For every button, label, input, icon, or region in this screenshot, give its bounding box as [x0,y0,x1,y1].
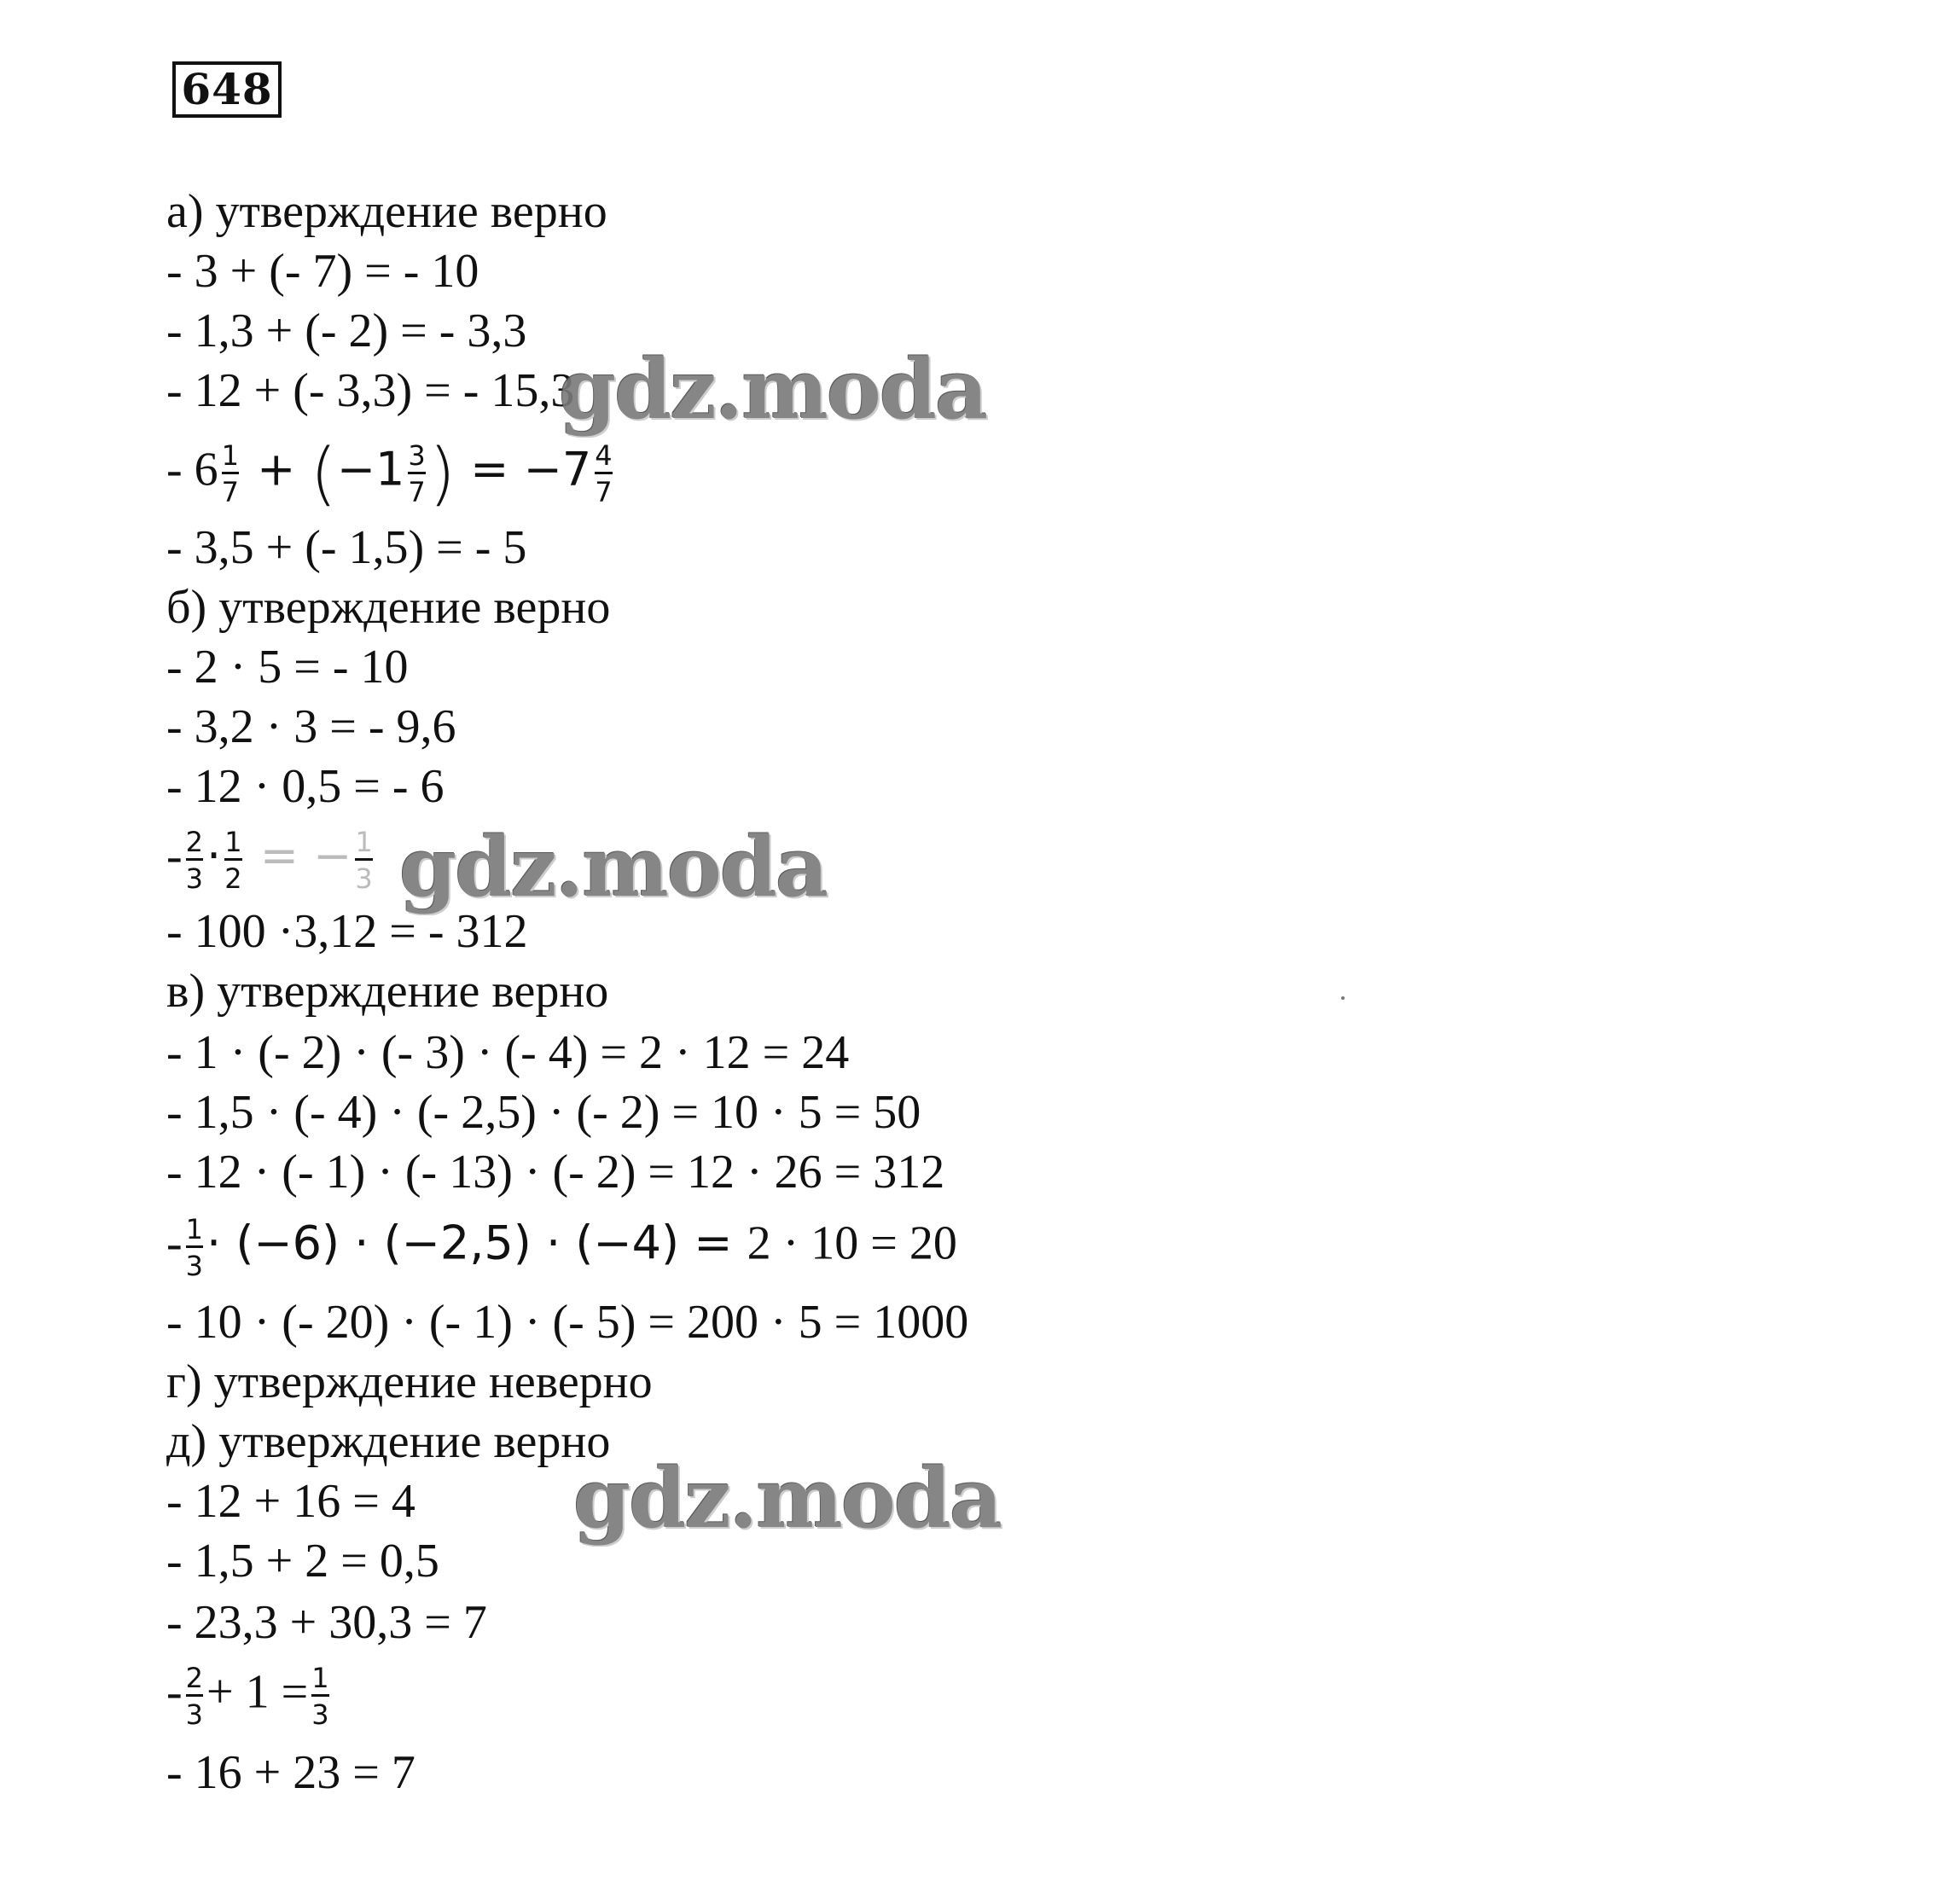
section-b-line-2: - 3,2 · 3 = - 9,6 [166,700,456,753]
section-a-heading: а) утверждение верно [166,185,607,238]
section-g-heading: г) утверждение неверно [166,1355,653,1408]
fraction: $\frac{1}{7}$ [221,439,240,508]
section-v-line-3: - 12 · (- 1) · (- 13) · (- 2) = 12 · 26 = 312 [166,1146,945,1199]
section-d-line-1: - 12 + 16 = 4 [166,1475,415,1528]
fraction: $\frac{2}{3}$ [185,1662,204,1731]
section-b-line-1: - 2 · 5 = - 10 [166,641,409,694]
watermark: gdz.moda [559,341,987,438]
section-v-line-2: - 1,5 · (- 4) · (- 2,5) · (- 2) = 10 · 5 = 50 [166,1086,921,1139]
section-a-line-2: - 1,3 + (- 2) = - 3,3 [166,305,527,357]
fraction: $\frac{2}{3}$ [185,826,204,895]
section-b-heading: б) утверждение верно [166,581,611,634]
section-a-line-5: - 3,5 + (- 1,5) = - 5 [166,521,527,574]
section-b-line-5: - 100 ·3,12 = - 312 [166,905,528,958]
fraction: $\frac{4}{7}$ [595,439,613,508]
fraction: $\frac{1}{3}$ [355,826,373,895]
stray-dot [1341,996,1345,1000]
watermark: gdz.moda [399,819,828,915]
task-number-box: 648 [172,61,282,118]
section-d-line-5: - 16 + 23 = 7 [166,1746,415,1799]
section-v-line-5: - 10 · (- 20) · (- 1) · (- 5) = 200 · 5 = 1000 [166,1296,969,1349]
section-d-line-3: - 23,3 + 30,3 = 7 [166,1596,487,1649]
fraction-expr-lead: - 6 [166,443,218,496]
section-d-heading: д) утверждение верно [166,1415,611,1468]
section-d-line-2: - 1,5 + 2 = 0,5 [166,1535,439,1588]
section-b-line-3: - 12 · 0,5 = - 6 [166,760,445,813]
section-v-heading: в) утверждение верно [166,965,609,1018]
fraction: $\frac{1}{2}$ [224,826,242,895]
fraction: $\frac{3}{7}$ [408,439,426,508]
section-d-line-4: - $\frac{2}{3}$ + 1 = $\frac{1}{3}$ [166,1662,329,1731]
section-a-line-1: - 3 + (- 7) = - 10 [166,245,479,298]
fraction: $\frac{1}{3}$ [311,1662,329,1731]
section-a-line-3: - 12 + (- 3,3) = - 15,3 [166,364,575,417]
section-a-line-4: - 6 $\frac{1}{7}$ + (−1 $\frac{3}{7}$ ) = −7 $\frac{4}{7}$ [166,433,613,514]
section-b-line-4: - $\frac{2}{3}$ · $\frac{1}{2}$ = − $\frac{1}{3}$ [166,826,373,895]
section-v-line-4: - $\frac{1}{3}$ · (−6) · (−2,5) · (−4) = 2 · 10 = 20 [166,1213,957,1282]
section-v-line-1: - 1 · (- 2) · (- 3) · (- 4) = 2 · 12 = 24 [166,1026,850,1079]
fraction: $\frac{1}{3}$ [185,1213,204,1282]
watermark: gdz.moda [573,1450,1002,1547]
